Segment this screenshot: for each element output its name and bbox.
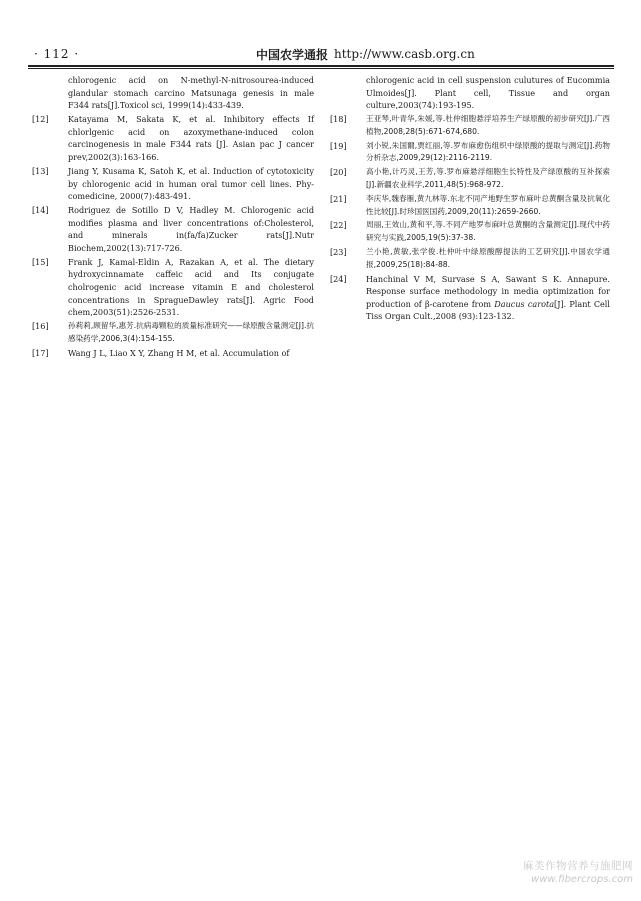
reference-item xyxy=(32,165,314,203)
page-number: · 112 · xyxy=(34,47,80,61)
reference-item xyxy=(32,256,314,319)
reference-number: [15] xyxy=(32,256,49,267)
reference-item xyxy=(330,193,610,218)
reference-number: [13] xyxy=(32,165,49,176)
reference-item xyxy=(32,320,314,345)
reference-text: Katayama M, Sakata K, et al. Inhibitory effects If chlorlgenic acid on azoxymethane-induced colon carcinogenesis in male F344 rats [J]. Asian pac J cancer prev,2002(3):163-166. xyxy=(68,114,314,162)
reference-text: 李庆华,魏春雁,黄九林等.东北不同产地野生罗布麻叶总黄酮含量及抗氧化性比较[J].时珍国医国药,2009,20(11):2659-2660. xyxy=(366,193,610,216)
reference-item xyxy=(32,113,314,163)
reference-number: [16] xyxy=(32,321,49,332)
reference-text: 兰小艳,黄敏,张学俊.杜仲叶中绿原酸醇提法的工艺研究[J].中国农学通报,2009,25(18):84-88. xyxy=(366,247,610,269)
header-rule-thick xyxy=(28,65,614,67)
reference-item xyxy=(330,113,610,138)
reference-number: [14] xyxy=(32,205,49,216)
left-column xyxy=(32,74,314,361)
reference-text: 高小艳,计巧灵,王芳,等.罗布麻悬浮细胞生长特性及产绿原酸的互补探索[J].新疆农业科学,2011,48(5):968-972. xyxy=(366,167,610,189)
reference-item xyxy=(330,219,610,244)
reference-text: 王亚琴,叶青华,朱媛,等.杜仲细胞悬浮培养生产绿原酸的初步研究[J].广西植物,2008,28(5):671-674,680. xyxy=(366,114,610,136)
reference-number: [24] xyxy=(330,273,347,284)
reference-continuation: chlorogenic acid in cell suspension culutures of Eucommia Ulmoides[J]. Plant cell, Tissue and organ culture,2003(74):193-195. xyxy=(366,75,610,111)
watermark-url: www.fibercrops.com xyxy=(531,874,633,885)
reference-text: Jiang Y, Kusama K, Satoh K, et al. Induction of cytotoxicity by chlorogenic acid in human oral tumor cell lines. Phy-comedicine, 2000(7):483-491. xyxy=(68,165,314,202)
site-watermark xyxy=(523,858,633,885)
watermark-chinese: 麻类作物营养与施肥网 xyxy=(523,860,633,872)
species-name: Daucus carota xyxy=(494,298,555,309)
reference-text: Frank J, Kamal-Eldin A, Razakan A, et al. The dietary hydroxycinnamate caffeic acid and Its conjugate cholrogenic acid increase vitamin E and cholesterol concentrations in SpragueDawley rats[J]. Agric Food chem,2003(51):2526-2531. xyxy=(68,256,314,318)
reference-number: [12] xyxy=(32,114,49,125)
reference-text: 刘小锐,朱国爾,贾红丽,等.罗布麻愈伤组织中绿原酸的提取与测定[J].药物分析杂志,2009,29(12):2116-2119. xyxy=(366,140,610,163)
reference-continuation: chlorogenic acid on N-methyl-N-nitrosourea-induced glandular stomach carcino Matsunaga genesis in male F344 rats[J].Toxicol sci, 1999(14):433-439. xyxy=(68,75,314,111)
reference-text-part: Hanchinal V M, Survase S A, Sawant S K. Annapure. Response surface methodology in media optimization for production of β-carotene from xyxy=(366,273,610,309)
reference-text: 周丽,王效山,黄和平,等.不同产地罗布麻叶总黄酮的含量测定[J].现代中药研究与实践,2005,19(5):37-38. xyxy=(366,220,610,243)
reference-number: [21] xyxy=(330,193,347,204)
reference-text: Rodriguez de Sotillo D V, Hadley M. Chlorogenic acid modifies plasma and liver concentrations of:Cholesterol, and minerals in(fa/fa)Zucker rats[J].Nutr Biochem,2002(13):717-726. xyxy=(68,205,314,253)
reference-text: 孙莉莉,顾留华,惠芳.抗病毒颗粒的质量标准研究——绿原酸含量测定[J].抗感染药学,2006,3(4):154-155. xyxy=(68,321,314,343)
page-header xyxy=(28,44,614,64)
reference-number: [18] xyxy=(330,114,347,125)
reference-item xyxy=(330,273,610,323)
reference-number: [22] xyxy=(330,220,347,231)
reference-item xyxy=(330,166,610,191)
journal-url[interactable]: http://www.casb.org.cn xyxy=(334,47,475,61)
right-column xyxy=(330,74,610,324)
reference-number: [19] xyxy=(330,140,347,151)
reference-item xyxy=(330,246,610,271)
reference-item xyxy=(330,140,610,165)
reference-number: [23] xyxy=(330,247,347,258)
journal-name: 中国农学通报 xyxy=(256,48,329,62)
reference-number: [20] xyxy=(330,167,347,178)
reference-item xyxy=(32,204,314,254)
header-rule-thin xyxy=(28,68,614,69)
reference-text-part: [J]. Plant Cell Tiss Organ Cult.,2008 (93):123-132. xyxy=(366,298,610,322)
reference-item xyxy=(32,347,314,360)
reference-text: Wang J L, Liao X Y, Zhang H M, et al. Accumulation of xyxy=(68,347,290,358)
reference-text xyxy=(366,273,610,323)
reference-number: [17] xyxy=(32,347,49,358)
